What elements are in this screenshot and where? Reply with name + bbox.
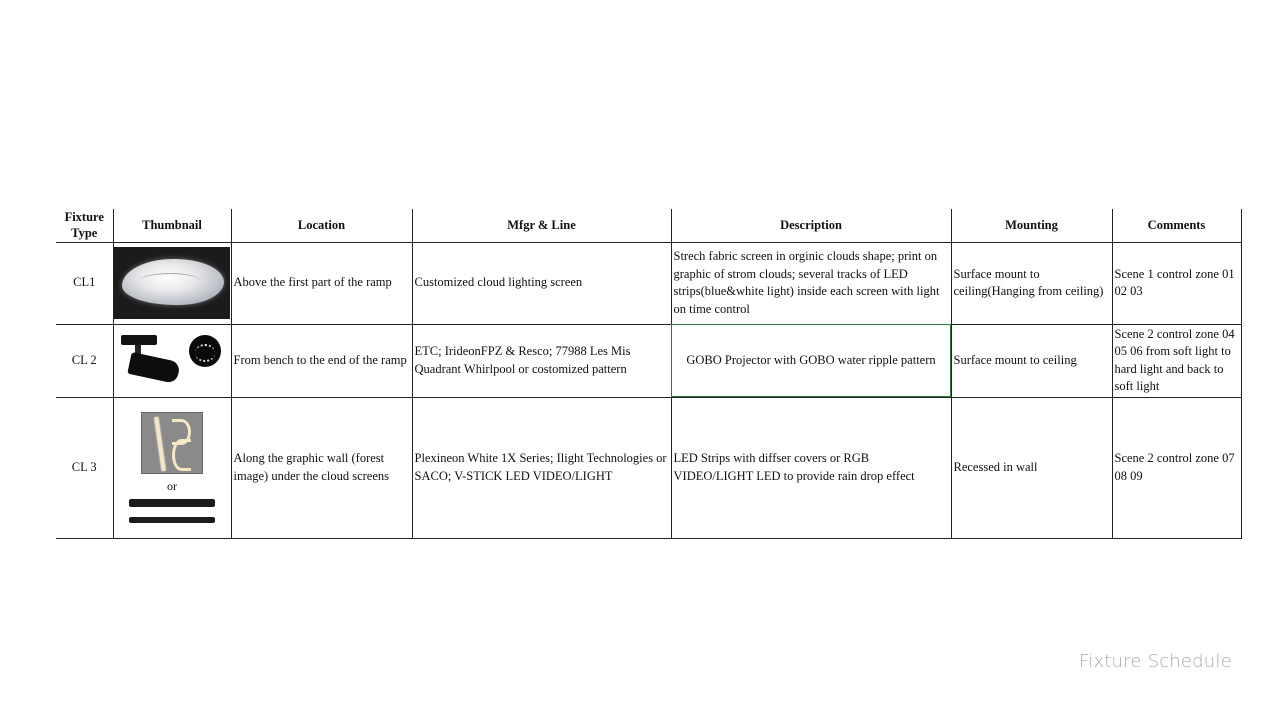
fixture-type-cell[interactable]: CL 2 (56, 324, 113, 397)
thumbnail-cell[interactable] (113, 242, 231, 324)
location-cell[interactable]: Along the graphic wall (forest image) under the cloud screens (231, 397, 412, 538)
led-strip-photo-icon (141, 412, 203, 474)
gobo-projector-image (117, 331, 227, 391)
slide-title: Fixture Schedule (1079, 651, 1232, 672)
thumbnail-cell[interactable] (113, 324, 231, 397)
comments-cell[interactable]: Scene 2 control zone 07 08 09 (1112, 397, 1241, 538)
cloud-shape-icon (122, 259, 224, 305)
header-row (56, 209, 1241, 242)
led-strip-image (122, 412, 222, 524)
location-cell[interactable]: Above the first part of the ramp (231, 242, 412, 324)
header-mounting: Mounting (951, 209, 1112, 242)
header-comments: Comments (1112, 209, 1241, 242)
mfgr-line-cell[interactable]: Plexineon White 1X Series; Ilight Technologies or SACO; V-STICK LED VIDEO/LIGHT (412, 397, 671, 538)
header-fixture-type: Fixture Type (56, 209, 113, 242)
header-thumbnail: Thumbnail (113, 209, 231, 242)
projector-body-icon (127, 352, 180, 384)
thumbnail-cell[interactable] (113, 397, 231, 538)
mfgr-line-cell[interactable]: ETC; IrideonFPZ & Resco; 77988 Les Mis Quadrant Whirlpool or costomized pattern (412, 324, 671, 397)
mounting-cell[interactable]: Recessed in wall (951, 397, 1112, 538)
mfgr-line-cell[interactable]: Customized cloud lighting screen (412, 242, 671, 324)
fixture-type-cell[interactable]: CL 3 (56, 397, 113, 538)
vstick-led-bar-alt-icon (129, 517, 215, 523)
location-cell[interactable]: From bench to the end of the ramp (231, 324, 412, 397)
description-cell-selected[interactable]: GOBO Projector with GOBO water ripple pattern (671, 324, 951, 397)
mounting-cell[interactable]: Surface mount to ceiling (951, 324, 1112, 397)
fixture-type-cell[interactable]: CL1 (56, 242, 113, 324)
fixture-schedule-table (56, 209, 1242, 539)
gobo-pattern-icon (189, 335, 221, 367)
comments-cell[interactable]: Scene 2 control zone 04 05 06 from soft light to hard light and back to soft light (1112, 324, 1241, 397)
mounting-cell[interactable]: Surface mount to ceiling(Hanging from ceiling) (951, 242, 1112, 324)
projector-mount-icon (121, 335, 157, 345)
description-cell[interactable]: Strech fabric screen in orginic clouds shape; print on graphic of strom clouds; several tracks of LED strips(blue&white light) inside each screen with light on time control (671, 242, 951, 324)
comments-cell[interactable]: Scene 1 control zone 01 02 03 (1112, 242, 1241, 324)
vstick-led-bar-icon (129, 499, 215, 507)
thumbnail-or-label: or (167, 478, 177, 493)
description-cell[interactable]: LED Strips with diffser covers or RGB VIDEO/LIGHT LED to provide rain drop effect (671, 397, 951, 538)
table-row (56, 397, 1241, 538)
header-description: Description (671, 209, 951, 242)
header-mfgr-line: Mfgr & Line (412, 209, 671, 242)
cloud-screen-image (114, 247, 230, 319)
table-row (56, 324, 1241, 397)
table-row (56, 242, 1241, 324)
header-location: Location (231, 209, 412, 242)
